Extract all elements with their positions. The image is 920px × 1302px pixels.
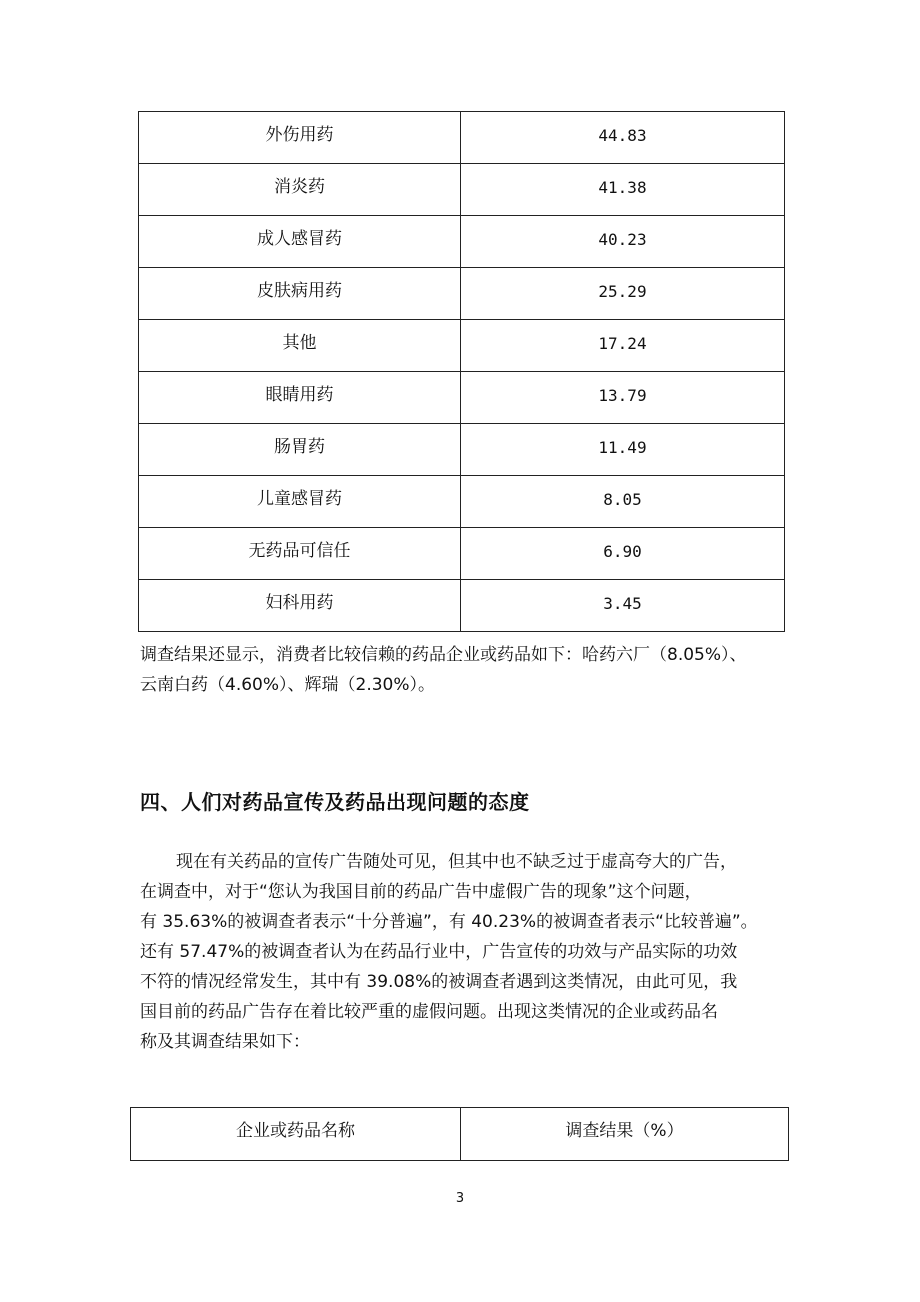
- row-name-cell: 消炎药: [139, 164, 461, 216]
- paragraph-line: 有 35.63%的被调查者表示“十分普遍”，有 40.23%的被调查者表示“比较普遍”。: [140, 912, 758, 932]
- table-row: [139, 476, 785, 528]
- row-name-cell: 儿童感冒药: [139, 476, 461, 528]
- paragraph-line: 云南白药（4.60%）、辉瑞（2.30%）。: [140, 675, 436, 695]
- paragraph-line: 现在有关药品的宣传广告随处可见，但其中也不缺乏过于虚高夸大的广告，: [176, 852, 737, 872]
- row-name-cell: 肠胃药: [139, 424, 461, 476]
- paragraph-line: 还有 57.47%的被调查者认为在药品行业中，广告宣传的功效与产品实际的功效: [140, 942, 738, 962]
- medicine-trust-table: [138, 111, 785, 632]
- table-row: [139, 580, 785, 632]
- row-value-cell: 44.83: [461, 112, 785, 164]
- advertising-attitude-paragraph: [140, 847, 800, 1057]
- row-value-cell: 13.79: [461, 372, 785, 424]
- table-row: [139, 372, 785, 424]
- table-header-row: [131, 1108, 789, 1161]
- false-ad-company-table: [130, 1107, 789, 1161]
- header-company-name: 企业或药品名称: [131, 1108, 461, 1161]
- row-value-cell: 40.23: [461, 216, 785, 268]
- table-row: [139, 164, 785, 216]
- table-row: [139, 320, 785, 372]
- trusted-brands-paragraph: [140, 640, 800, 700]
- row-value-cell: 25.29: [461, 268, 785, 320]
- row-name-cell: 成人感冒药: [139, 216, 461, 268]
- table-row: [139, 528, 785, 580]
- table-row: [139, 112, 785, 164]
- row-name-cell: 外伤用药: [139, 112, 461, 164]
- table-row: [139, 268, 785, 320]
- row-value-cell: 11.49: [461, 424, 785, 476]
- row-value-cell: 8.05: [461, 476, 785, 528]
- paragraph-line: 调查结果还显示，消费者比较信赖的药品企业或药品如下：哈药六厂（8.05%）、: [140, 645, 747, 665]
- paragraph-line: 称及其调查结果如下：: [140, 1032, 310, 1052]
- table-row: [139, 424, 785, 476]
- paragraph-line: 不符的情况经常发生，其中有 39.08%的被调查者遇到这类情况，由此可见，我: [140, 972, 738, 992]
- row-value-cell: 6.90: [461, 528, 785, 580]
- row-name-cell: 无药品可信任: [139, 528, 461, 580]
- row-name-cell: 其他: [139, 320, 461, 372]
- row-value-cell: 41.38: [461, 164, 785, 216]
- section-heading: 四、人们对药品宣传及药品出现问题的态度: [140, 790, 530, 814]
- page-number: 3: [455, 1191, 465, 1206]
- row-value-cell: 17.24: [461, 320, 785, 372]
- table-row: [139, 216, 785, 268]
- paragraph-line: 国目前的药品广告存在着比较严重的虚假问题。出现这类情况的企业或药品名: [140, 1002, 718, 1022]
- row-name-cell: 妇科用药: [139, 580, 461, 632]
- paragraph-line: 在调查中，对于“您认为我国目前的药品广告中虚假广告的现象”这个问题，: [140, 882, 702, 902]
- row-value-cell: 3.45: [461, 580, 785, 632]
- row-name-cell: 眼睛用药: [139, 372, 461, 424]
- row-name-cell: 皮肤病用药: [139, 268, 461, 320]
- header-survey-result: 调查结果（%）: [461, 1108, 789, 1161]
